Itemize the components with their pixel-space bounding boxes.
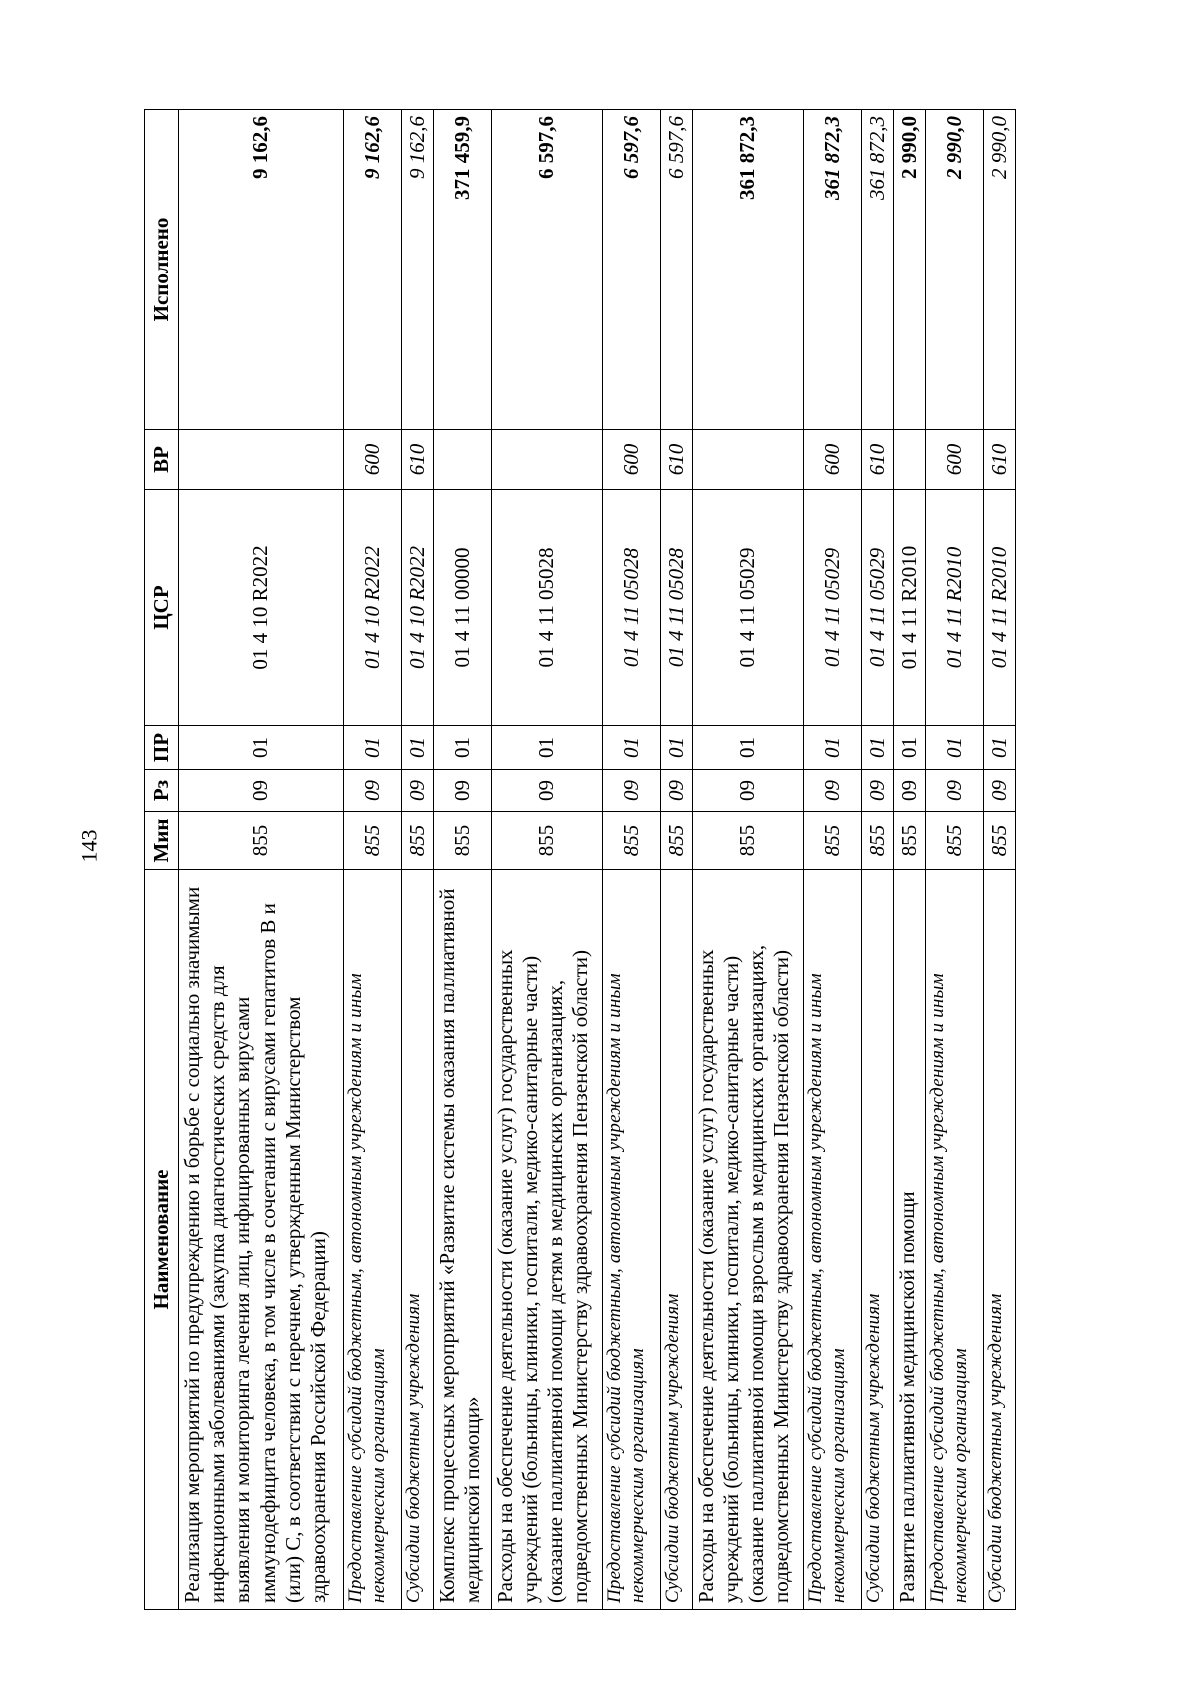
header-csr: ЦСР xyxy=(145,490,179,726)
row-min: 855 xyxy=(491,812,602,870)
row-pr: 01 xyxy=(926,726,984,770)
row-amount: 2 990,0 xyxy=(983,110,1015,430)
header-executed: Исполнено xyxy=(145,110,179,430)
row-csr: 01 4 11 R2010 xyxy=(893,490,925,726)
page-number xyxy=(76,826,102,866)
row-name: Субсидии бюджетным учреждениям xyxy=(660,870,692,1610)
row-min: 855 xyxy=(660,812,692,870)
row-min: 855 xyxy=(804,812,862,870)
row-name: Субсидии бюджетным учреждениям xyxy=(861,870,893,1610)
row-amount: 361 872,3 xyxy=(692,110,803,430)
row-csr: 01 4 11 05029 xyxy=(861,490,893,726)
row-pr: 01 xyxy=(804,726,862,770)
row-rz: 09 xyxy=(343,770,401,812)
rotated-table-frame xyxy=(144,110,1016,1610)
table-row xyxy=(343,110,401,1610)
row-amount: 2 990,0 xyxy=(926,110,984,430)
row-csr: 01 4 10 R2022 xyxy=(343,490,401,726)
row-csr: 01 4 11 00000 xyxy=(433,490,491,726)
row-pr: 01 xyxy=(660,726,692,770)
row-pr: 01 xyxy=(491,726,602,770)
row-name: Субсидии бюджетным учреждениям xyxy=(983,870,1015,1610)
row-name: Реализация мероприятий по предупреждению и борьбе с социально значимыми инфекционными заболеваниями (закупка диагностических средств для выявления и мониторинга лечения лиц, инфицированных вирусами иммунодефицита человека, в том числе в сочетании с вирусами гепатитов B и (или) C, в соответствии с перечнем, утвержденным Министерством здравоохранения Российской Федерации) xyxy=(179,870,344,1610)
row-vr xyxy=(893,430,925,490)
header-row xyxy=(145,110,179,1610)
row-name: Субсидии бюджетным учреждениям xyxy=(401,870,433,1610)
row-pr: 01 xyxy=(861,726,893,770)
row-min: 855 xyxy=(692,812,803,870)
row-csr: 01 4 10 R2022 xyxy=(179,490,344,726)
row-amount: 6 597,6 xyxy=(660,110,692,430)
table-row xyxy=(179,110,344,1610)
row-vr xyxy=(692,430,803,490)
row-pr: 01 xyxy=(983,726,1015,770)
header-name: Наименование xyxy=(145,870,179,1610)
row-pr: 01 xyxy=(179,726,344,770)
row-rz: 09 xyxy=(401,770,433,812)
row-min: 855 xyxy=(893,812,925,870)
row-rz: 09 xyxy=(804,770,862,812)
header-pr: ПР xyxy=(145,726,179,770)
row-name: Предоставление субсидий бюджетным, автономным учреждениям и иным некоммерческим организациям xyxy=(343,870,401,1610)
row-pr: 01 xyxy=(401,726,433,770)
row-rz: 09 xyxy=(861,770,893,812)
row-name: Предоставление субсидий бюджетным, автономным учреждениям и иным некоммерческим организациям xyxy=(926,870,984,1610)
table-row xyxy=(804,110,862,1610)
budget-table xyxy=(144,109,1016,1610)
row-vr xyxy=(491,430,602,490)
row-vr: 610 xyxy=(861,430,893,490)
row-vr xyxy=(179,430,344,490)
row-min: 855 xyxy=(433,812,491,870)
row-amount: 361 872,3 xyxy=(804,110,862,430)
row-amount: 9 162,6 xyxy=(179,110,344,430)
row-name: Предоставление субсидий бюджетным, автономным учреждениям и иным некоммерческим организациям xyxy=(804,870,862,1610)
row-rz: 09 xyxy=(893,770,925,812)
header-min: Мин xyxy=(145,812,179,870)
row-csr: 01 4 11 05029 xyxy=(692,490,803,726)
row-vr: 600 xyxy=(926,430,984,490)
table-row xyxy=(861,110,893,1610)
row-rz: 09 xyxy=(433,770,491,812)
row-pr: 01 xyxy=(343,726,401,770)
row-min: 855 xyxy=(179,812,344,870)
row-rz: 09 xyxy=(491,770,602,812)
row-csr: 01 4 11 05028 xyxy=(602,490,660,726)
row-csr: 01 4 11 05028 xyxy=(660,490,692,726)
row-vr xyxy=(433,430,491,490)
row-pr: 01 xyxy=(893,726,925,770)
row-min: 855 xyxy=(861,812,893,870)
row-csr: 01 4 11 R2010 xyxy=(983,490,1015,726)
row-rz: 09 xyxy=(926,770,984,812)
row-csr: 01 4 11 05028 xyxy=(491,490,602,726)
row-name: Комплекс процессных мероприятий «Развитие системы оказания паллиативной медицинской помощи» xyxy=(433,870,491,1610)
row-min: 855 xyxy=(401,812,433,870)
row-min: 855 xyxy=(602,812,660,870)
row-name: Расходы на обеспечение деятельности (оказание услуг) государственных учреждений (больницы, клиники, госпитали, медико-санитарные части) (оказание паллиативной помощи детям в медицинских организациях, подведомственных Министерству здравоохранения Пензенской области) xyxy=(491,870,602,1610)
row-csr: 01 4 11 R2010 xyxy=(926,490,984,726)
row-rz: 09 xyxy=(983,770,1015,812)
row-csr: 01 4 10 R2022 xyxy=(401,490,433,726)
row-amount: 361 872,3 xyxy=(861,110,893,430)
header-vr: ВР xyxy=(145,430,179,490)
table-row xyxy=(893,110,925,1610)
table-row xyxy=(401,110,433,1610)
page-number-text: 143 xyxy=(76,829,101,863)
row-rz: 09 xyxy=(692,770,803,812)
row-amount: 2 990,0 xyxy=(893,110,925,430)
row-name: Развитие паллиативной медицинской помощи xyxy=(893,870,925,1610)
row-name: Предоставление субсидий бюджетным, автономным учреждениям и иным некоммерческим организациям xyxy=(602,870,660,1610)
table-row xyxy=(692,110,803,1610)
row-amount: 6 597,6 xyxy=(491,110,602,430)
row-csr: 01 4 11 05029 xyxy=(804,490,862,726)
row-name: Расходы на обеспечение деятельности (оказание услуг) государственных учреждений (больницы, клиники, госпитали, медико-санитарные части) (оказание паллиативной помощи взрослым в медицинских организациях, подведомственных Министерству здравоохранения Пензенской области) xyxy=(692,870,803,1610)
header-rz: Рз xyxy=(145,770,179,812)
table-row xyxy=(660,110,692,1610)
table-row xyxy=(926,110,984,1610)
row-vr: 600 xyxy=(804,430,862,490)
row-pr: 01 xyxy=(433,726,491,770)
row-amount: 6 597,6 xyxy=(602,110,660,430)
row-vr: 610 xyxy=(660,430,692,490)
row-vr: 600 xyxy=(602,430,660,490)
row-pr: 01 xyxy=(602,726,660,770)
row-rz: 09 xyxy=(179,770,344,812)
row-amount: 9 162,6 xyxy=(343,110,401,430)
row-rz: 09 xyxy=(660,770,692,812)
row-vr: 610 xyxy=(401,430,433,490)
row-amount: 371 459,9 xyxy=(433,110,491,430)
row-min: 855 xyxy=(343,812,401,870)
row-rz: 09 xyxy=(602,770,660,812)
row-min: 855 xyxy=(926,812,984,870)
table-row xyxy=(602,110,660,1610)
row-min: 855 xyxy=(983,812,1015,870)
row-vr: 600 xyxy=(343,430,401,490)
table-row xyxy=(491,110,602,1610)
rotated-table-area xyxy=(144,110,1016,1610)
row-vr: 610 xyxy=(983,430,1015,490)
table-row xyxy=(433,110,491,1610)
table-row xyxy=(983,110,1015,1610)
row-amount: 9 162,6 xyxy=(401,110,433,430)
row-pr: 01 xyxy=(692,726,803,770)
